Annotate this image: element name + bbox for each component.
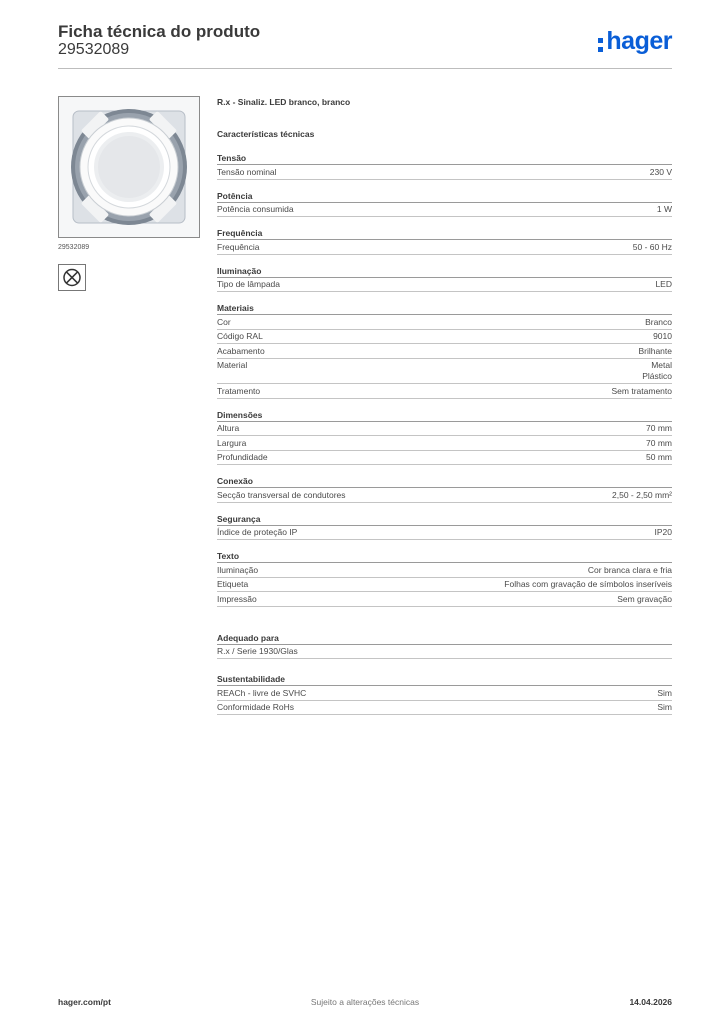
spec-label: Conformidade RoHs — [217, 702, 295, 712]
spec-group — [217, 632, 672, 660]
header-divider — [58, 68, 672, 69]
document-title: Ficha técnica do produto — [58, 22, 261, 41]
spec-group-title: Dimensões — [217, 409, 672, 422]
logo-wordmark: hager — [606, 27, 672, 55]
spec-label: Frequência — [217, 241, 260, 252]
spec-group-title: Materiais — [217, 302, 672, 315]
document-number: 29532089 — [58, 41, 130, 58]
spec-label: Índice de proteção IP — [217, 527, 298, 537]
spec-value: 1 W — [656, 204, 672, 214]
footer-note: Sujeito a alterações técnicas — [310, 997, 420, 1007]
page-footer — [58, 997, 672, 1011]
spec-label: Altura — [217, 423, 240, 433]
spec-group-title: Texto — [217, 550, 672, 563]
spec-group-title: Frequência — [217, 227, 672, 240]
spec-label: Acabamento — [217, 345, 265, 356]
spec-value: 70 mm — [646, 437, 672, 448]
spec-value: 9010 — [653, 331, 672, 341]
spec-label: Profundidade — [217, 452, 268, 462]
spec-row — [217, 451, 672, 466]
spec-group-title: Tensão — [217, 152, 672, 165]
spec-row — [217, 422, 672, 437]
spec-row — [217, 330, 672, 345]
spec-value: Metal Plástico — [642, 360, 672, 381]
section-heading: Características técnicas — [217, 129, 315, 139]
spec-row — [217, 315, 672, 330]
product-image — [58, 96, 200, 238]
spec-value — [298, 646, 672, 657]
spec-value: Folhas com gravação de símbolos inseríveis — [504, 579, 672, 589]
product-name: R.x - Sinaliz. LED branco, branco — [217, 97, 351, 107]
spec-row — [217, 359, 672, 385]
image-caption: 29532089 — [58, 244, 90, 251]
page-header — [58, 20, 672, 70]
spec-group — [217, 302, 672, 399]
spec-row — [217, 645, 672, 660]
spec-group-title: Sustentabilidade — [217, 673, 672, 686]
logo-dots-icon — [598, 38, 603, 52]
spec-label: Tensão nominal — [217, 166, 277, 177]
spec-label: Tipo de lâmpada — [217, 279, 281, 289]
spec-label: Tratamento — [217, 385, 261, 396]
spec-row — [217, 592, 672, 607]
spec-value: 50 - 60 Hz — [632, 241, 672, 252]
spec-label: Material — [217, 360, 248, 370]
spec-group — [217, 475, 672, 503]
spec-row — [217, 384, 672, 399]
spec-label: Secção transversal de condutores — [217, 489, 346, 500]
product-photo-icon — [59, 97, 199, 237]
spec-row — [217, 701, 672, 716]
spec-row — [217, 578, 672, 593]
spec-row — [217, 240, 672, 255]
spec-row — [217, 686, 672, 701]
spec-group — [217, 409, 672, 466]
spec-group — [217, 265, 672, 293]
lamp-symbol-icon — [58, 264, 86, 291]
spec-group-title: Potência — [217, 190, 672, 203]
spec-row — [217, 165, 672, 180]
spec-label: Largura — [217, 437, 247, 448]
spec-label: Cor — [217, 316, 231, 327]
spec-label: Impressão — [217, 593, 257, 604]
footer-website: hager.com/pt — [58, 997, 111, 1007]
spec-value: Sem gravação — [617, 593, 672, 604]
spec-label: R.x / Serie 1930/Glas — [217, 646, 298, 656]
spec-label: Potência consumida — [217, 204, 294, 214]
spec-group-title: Segurança — [217, 513, 672, 526]
spec-value: LED — [655, 279, 672, 289]
spec-group-title: Conexão — [217, 475, 672, 488]
spec-label: Código RAL — [217, 331, 263, 341]
spec-value: Branco — [645, 316, 672, 327]
spec-row — [217, 526, 672, 541]
spec-label: REACh - livre de SVHC — [217, 687, 307, 698]
spec-group — [217, 227, 672, 255]
hager-logo — [598, 26, 672, 58]
spec-label: Etiqueta — [217, 579, 249, 589]
spec-value: 50 mm — [646, 452, 672, 462]
spec-group-title: Iluminação — [217, 265, 672, 278]
spec-group — [217, 673, 672, 715]
spec-group — [217, 190, 672, 218]
spec-value: Brilhante — [638, 345, 672, 356]
spec-value: Sim — [657, 702, 672, 712]
spec-row — [217, 436, 672, 451]
spec-group — [217, 550, 672, 607]
spec-group — [217, 513, 672, 541]
spec-group-title: Adequado para — [217, 632, 672, 645]
spec-value: Cor branca clara e fria — [587, 564, 672, 575]
spec-value: Sim — [657, 687, 672, 698]
spec-value: 2,50 - 2,50 mm² — [612, 489, 672, 500]
spec-row — [217, 278, 672, 293]
spec-value: 70 mm — [646, 423, 672, 433]
spec-row — [217, 563, 672, 578]
spec-value: IP20 — [654, 527, 672, 537]
spec-row — [217, 488, 672, 503]
spec-groups — [217, 152, 672, 715]
spec-value: Sem tratamento — [611, 385, 672, 396]
spec-label: Iluminação — [217, 564, 259, 575]
spec-content — [217, 96, 672, 715]
spec-value: 230 V — [649, 166, 672, 177]
spec-row — [217, 203, 672, 218]
spec-row — [217, 344, 672, 359]
footer-date: 14.04.2026 — [629, 997, 672, 1007]
spec-group — [217, 152, 672, 180]
